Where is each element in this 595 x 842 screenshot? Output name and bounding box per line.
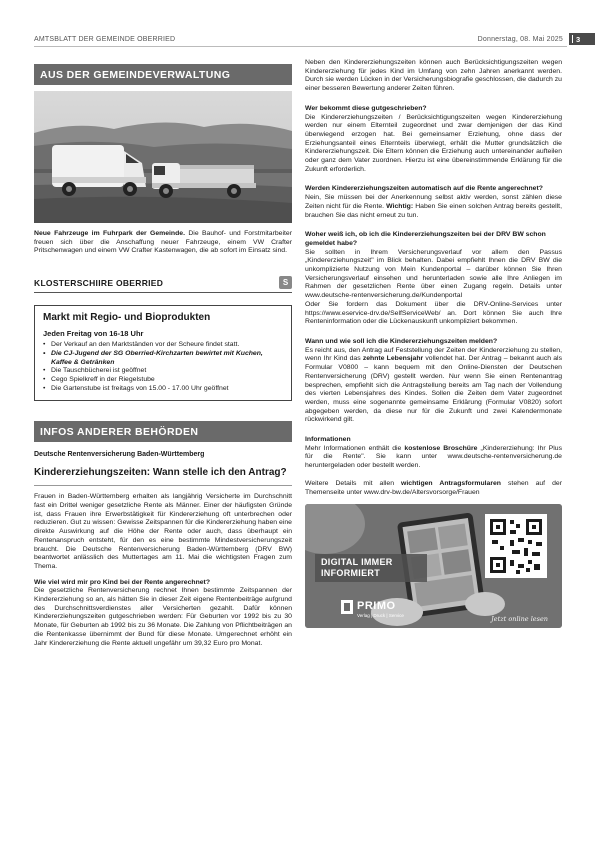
header-divider [34,46,567,47]
page-header [34,33,595,45]
left-column [34,64,292,648]
vehicles-photo [34,91,292,223]
publication-title: AMTSBLATT DER GEMEINDE OBERRIED [34,35,176,43]
question-heading: Woher weiß ich, ob ich die Kindererziehungszeiten bei der DRV BW schon gemeldet habe? [305,231,546,247]
list-item: • Die CJ-Jugend der SG Oberried-Kirchzarten bewirtet mit Kuchen, Kaffee & Getränken [43,350,283,367]
list-item: • Die Gartenstube ist freitags von 15.00 - 17.00 Uhr geöffnet [43,385,283,394]
answer-paragraph: Sie sollten in Ihrem Versicherungsverlauf vor allem den Passus „Kindererziehungszeit" im Blick behalten. Dabei empfiehlt Ihnen die DRV BW die unkomplizierte Nutzung von Mein Kundenportal – darüber können Sie Ihren Versicherungsverlauf einsehen und herunterladen sowie alle Ihre Anliegen im Rahmen der gesetzlichen Rente über einen Zugang regeln. Details unter www.deutsche-rentenversicherung.de/Kundenportal [305,248,562,300]
ad-slogan: Jetzt online lesen [491,615,548,624]
section-banner-administration: AUS DER GEMEINDEVERWALTUNG [34,64,292,85]
answer-paragraph: Die Kindererziehungszeiten / Berücksichtigungszeiten wegen Kindererziehung werden nur einem Elternteil zugeordnet und zwar demjenigen der das Kind überwiegend erzogen hat. Bei gemeinsamer Erziehung, ohne dass der Erziehungsanteil eines Elternteils überwiegt, erhält die Mutter grundsätzlich die Kindererziehungszeit. Die Eltern können die Erziehung auch untereinander aufteilen oder ganz dem Vater zuordnen. Hierzu ist eine übereinstimmende Erklärung für die Zukunft erforderlich. [305,113,562,173]
answer-paragraph: Mehr Informationen enthält die kostenlose Broschüre „Kindererziehung: Ihr Plus für die Rente". Sie kann unter www.deutsche-rentenversicherung.de heruntergeladen oder bestellt werden. [305,444,562,470]
qr-code-icon [485,514,547,578]
article-organization: Deutsche Rentenversicherung Baden-Württemberg [34,451,205,459]
ad-title: DIGITAL IMMER INFORMIERT [315,554,427,582]
answer-paragraph: Nein, Sie müssen bei der Anerkennung selbst aktiv werden, sonst zählen diese Zeiten nicht für die Rente. Wichtig: Haben Sie einen solchen Antrag bereits gestellt, brauchen Sie das nicht erneut zu tun. [305,194,562,219]
answer-paragraph: Weitere Details mit allen wichtigen Antragsformularen stehen auf der Themenseite unter www.drv-bw.de/Altersvorsorge/Frauen [305,479,562,496]
headline-divider [34,485,292,486]
issue-date: Donnerstag, 08. Mai 2025 [477,35,563,43]
answer-paragraph: Oder Sie fordern das Dokument über die DRV-Online-Services unter https://www.eservice-drv.de/SelfServiceWeb/ an. Dort können Sie auch Ihre Renteninformation oder die Lückenauskunft unkompliziert bekommen. [305,300,562,326]
section-header-klosterschiire: KLOSTERSCHIIRE OBERRIED S [34,276,292,293]
vehicles-image [34,91,292,223]
question-heading: Wer bekommt diese gutgeschrieben? [305,104,427,112]
photo-caption: Neue Fahrzeuge im Fuhrpark der Gemeinde. Die Bauhof- und Forstmitarbeiter freuen sich über die Anschaffung neuer Fahrzeuge, einem VW Crafter Pritschenwagen und einem VW Crafter Kastenwagen, die ab sofort im Einsatz sind. [34,230,292,255]
section-badge-icon: S [279,276,292,289]
question-heading: Werden Kindererziehungszeiten automatisch auf die Rente angerechnet? [305,185,543,193]
list-item: • Cego Spielkreff in der Riegelstube [43,376,283,385]
page-number: 3 [569,33,595,45]
advertisement-banner[interactable] [305,504,562,628]
section-banner-authorities: INFOS ANDERER BEHÖRDEN [34,421,292,442]
right-column [305,59,562,628]
list-item: • Der Verkauf an den Marktständen vor der Scheure findet statt. [43,341,283,350]
article-headline: Kindererziehungszeiten: Wann stelle ich den Antrag? [34,467,287,479]
list-item: • Die Tauschbücherei ist geöffnet [43,367,283,376]
article-paragraph: Neben den Kindererziehungszeiten können auch Berücksichtigungszeiten wegen Kindererziehung für jedes Kind im Umfang von zehn Jahren anerkannt werden. Durch sie werden Lücken in der Versicherungsbiografie geschlossen, die dadurch zu einer besseren Bewertung anderer Zeiten führen. [305,59,562,93]
question-heading: Informationen [305,436,351,444]
market-title: Markt mit Regio- und Bioprodukten [43,312,211,324]
ad-brand: PRIMO [357,600,396,613]
market-list [43,341,283,393]
primo-logo-icon [341,600,353,614]
market-subtitle: Jeden Freitag von 16-18 Uhr [43,329,144,339]
article-intro: Frauen in Baden-Württemberg erhalten als langjährig Versicherte im Durchschnitt fast ein Drittel weniger gesetzliche Rente als Männer. Einer der häufigsten Gründe ist, dass Frauen ihre Erwerbstätigkeit für Kindererziehung oft unterbrechen oder reduzieren. Gut zu wissen: Gewisse Zeitspannen für die Kindererziehung haben eine direkte Auswirkung auf die Höhe der Rente oder auch, dass überhaupt ein Rentenanspruch entsteht, für den es eine bestimmte Mindestversicherungszeit braucht. Die Deutsche Rentenversicherung Baden-Württemberg (DRV BW) beantwortet anlässlich des Muttertages am 11. Mai die wichtigsten Fragen zum Thema. [34,493,292,570]
ad-brand-subtitle: Verlag | Druck | Service [357,613,404,619]
question-heading: Wann und wie soll ich die Kindererziehungszeiten melden? [305,337,498,345]
answer-paragraph: Die gesetzliche Rentenversicherung rechnet Ihnen bestimmte Zeitspannen der Kindererziehung so an, als hätten Sie in dieser Zeit eigene Rentenbeiträge aufgrund des Durchschnittsverdienstes aller Versicherten gezahlt. Dafür können Kindererziehungszeiten gutgeschrieben werden: Für Geburten vor 1992 bis zu 30 Monate, für Geburten ab 1992 bis zu 36 Monate. Die Zahlung von Pflichtbeiträgen an die Rentenkasse übernimmt der Bund für diese Monate. Umgerechnet erhöht ein Jahr Kindererziehung die Rente aktuell ungefähr um 39,32 Euro pro Monat. [34,587,292,647]
market-box [34,305,292,401]
question-heading: Wie viel wird mir pro Kind bei der Rente angerechnet? [34,578,211,586]
answer-paragraph: Es reicht aus, den Antrag auf Feststellung der Zeiten der Kindererziehung zu stellen, wenn Ihr Kind das zehnte Lebensjahr vollendet hat. Der Antrag – bekannt auch als Formular V0800 – kann bequem mit den Online-Diensten der Deutschen Rentenversicherung (DRV) gestellt werden. Nur wenn Sie einen Rentenantrag besprechen, empfiehlt sich die Antragstellung bereits am Tag nach der Vollendung des vierten Lebensjahres des Kindes. Sollen die Zeiten dem Vater zugeordnet werden, muss eine sogenannte gemeinsame Erklärung (Formular V0820) sofort abgegeben werden, da diese nur für die Zukunft und zwei Kalendermonate rückwirkend gilt. [305,346,563,424]
